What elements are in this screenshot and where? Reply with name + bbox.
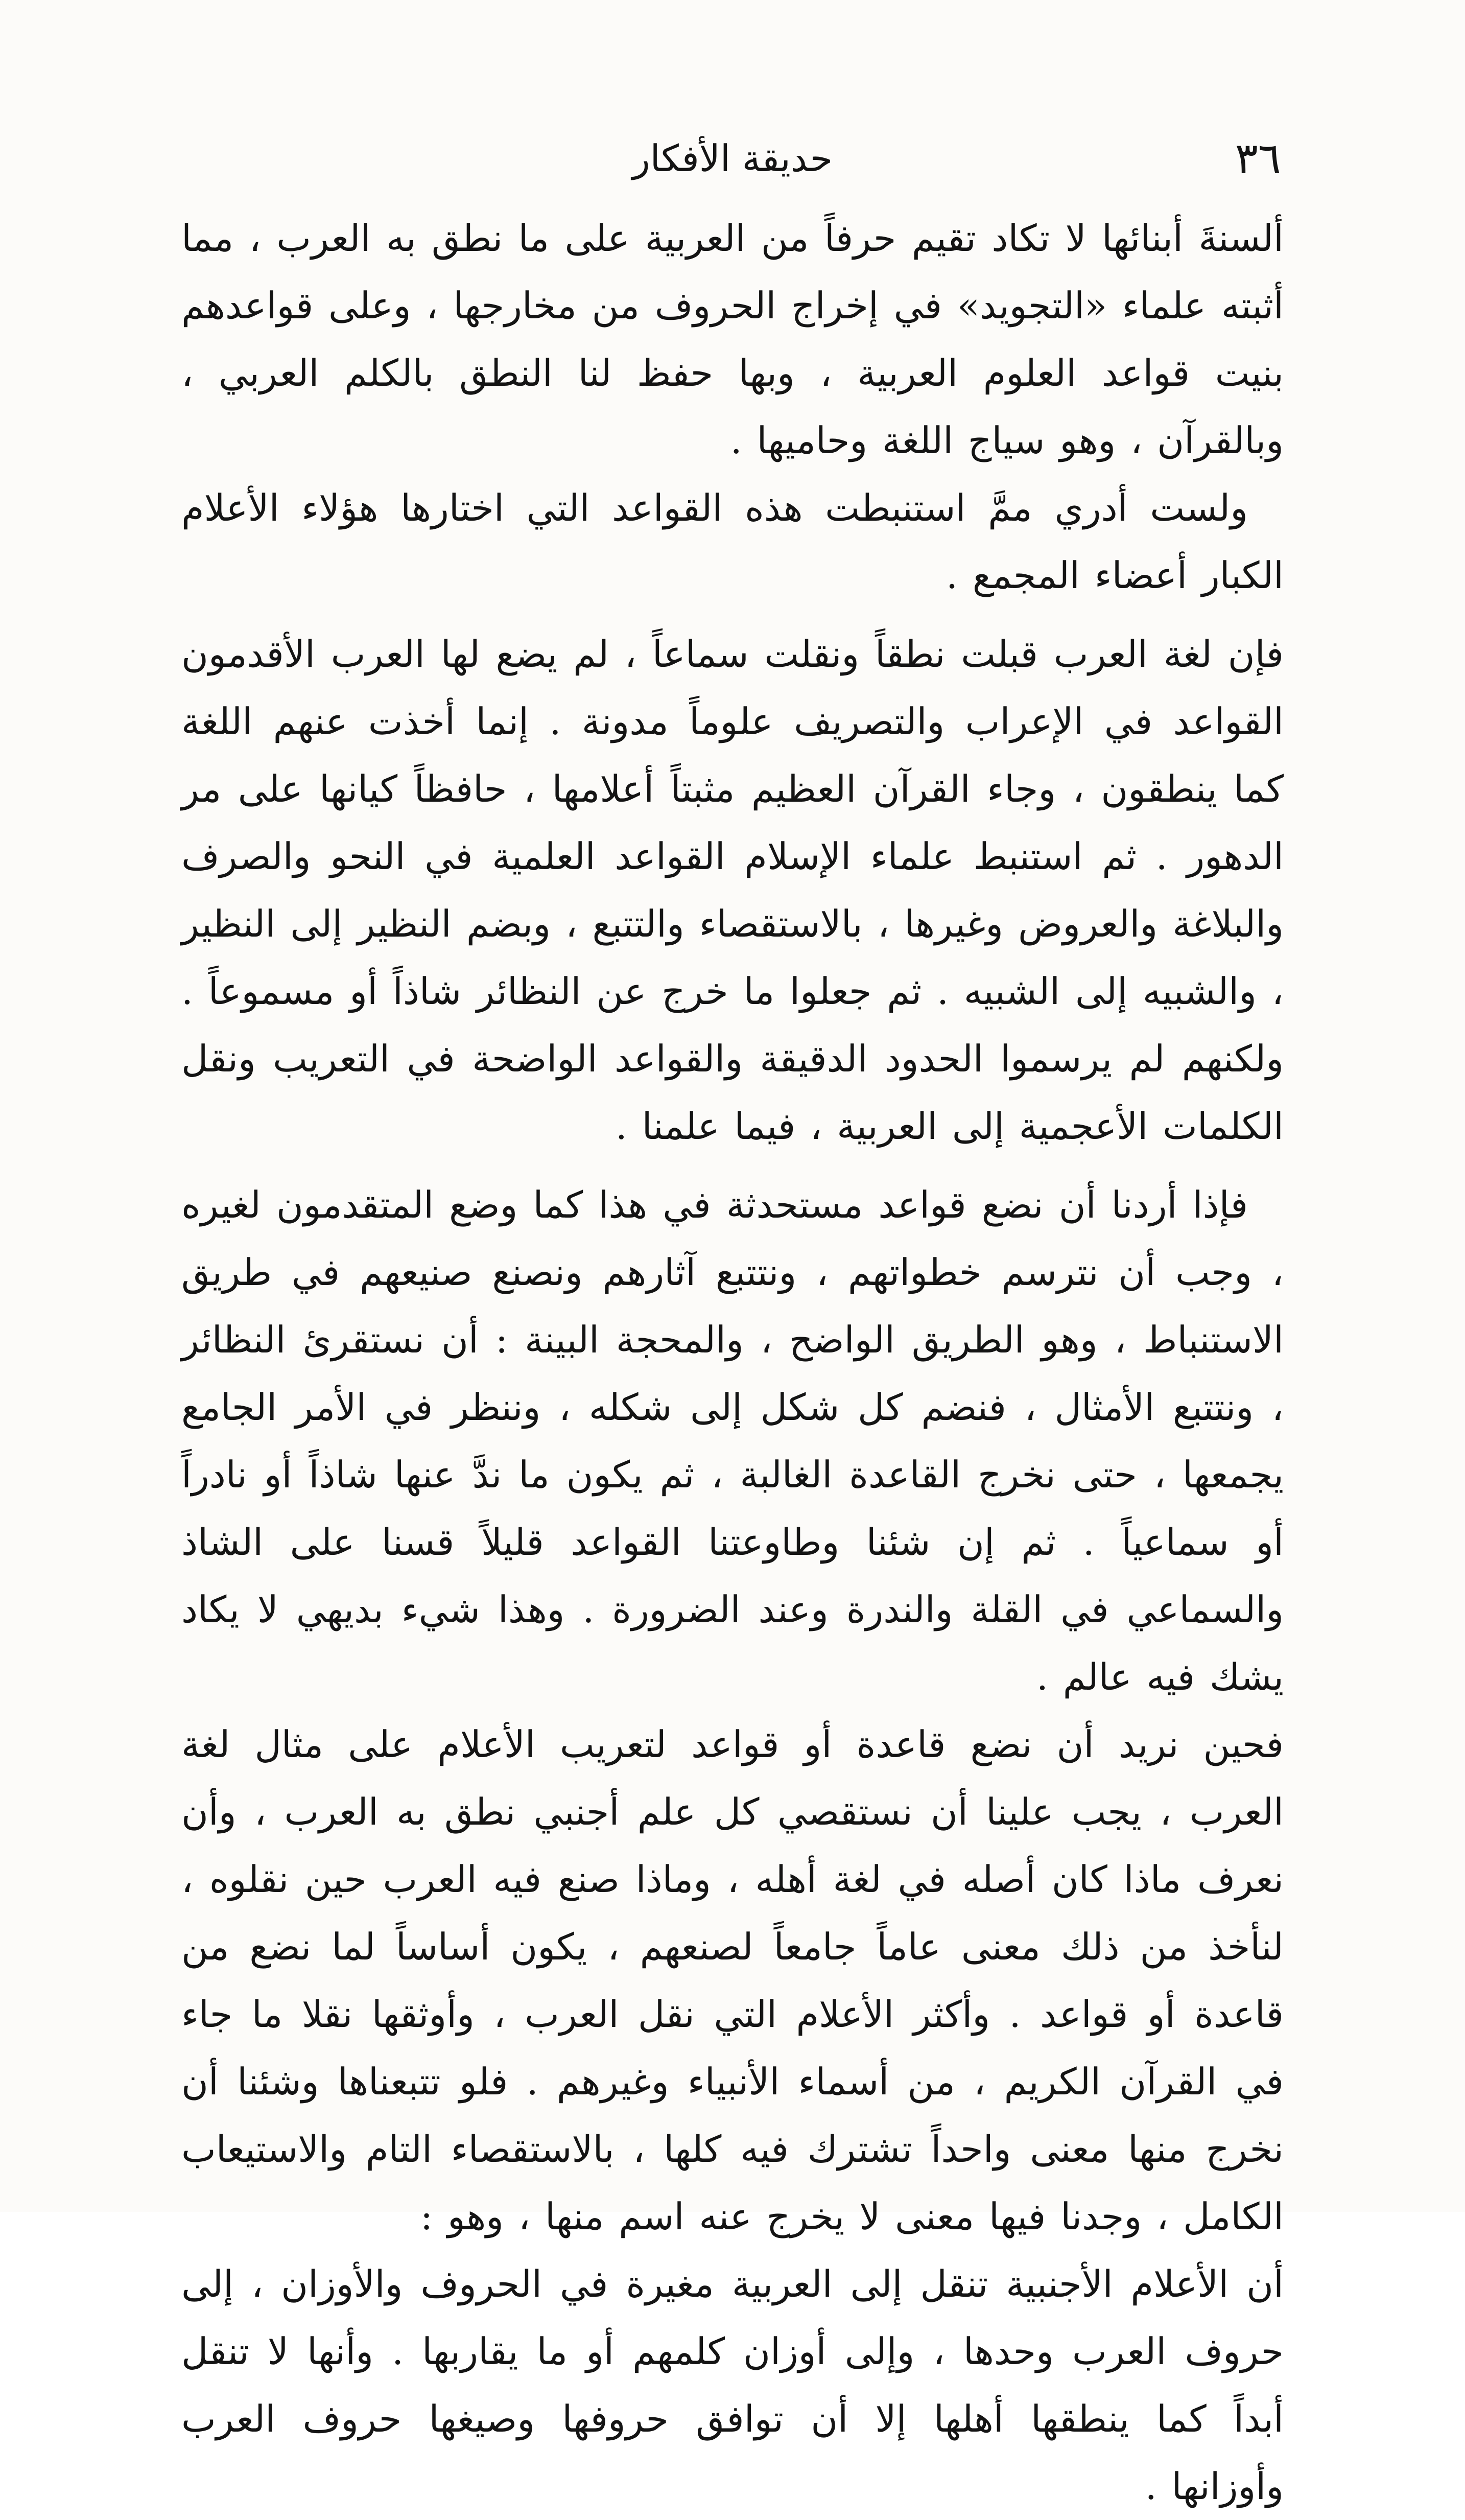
paragraph: فإن لغة العرب قبلت نطقاً ونقلت سماعاً ، لم يضع لها العرب الأقدمون القواعد في الإعراب والتصريف علوماً مدونة . إنما أخذت عنهم اللغة كما ينطقون ، وجاء القرآن العظيم مثبتاً أعلامها ، حافظاً كيانها على مر الدهور . ثم استنبط علماء الإسلام القواعد العلمية في النحو والصرف والبلاغة والعروض وغيرها ، بالاستقصاء والتتبع ، وبضم النظير إلى النظير ، والشبيه إلى الشبيه . ثم جعلوا ما خرج عن النظائر شاذاً أو مسموعاً . ولكنهم لم يرسموا الحدود الدقيقة والقواعد الواضحة في التعريب ونقل الكلمات الأعجمية إلى العربية ، فيما علمنا . [181, 633, 1284, 1148]
paragraph: ولست أدري ممَّ استنبطت هذه القواعد التي اختارها هؤلاء الأعلام الكبار أعضاء المجمع . [181, 486, 1284, 597]
paragraph: فإذا أردنا أن نضع قواعد مستحدثة في هذا كما وضع المتقدمون لغيره ، وجب أن نترسم خطواتهم ، ونتتبع آثارهم ونصنع صنيعهم في طريق الاستنباط ، وهو الطريق الواضح ، والمحجة البينة : أن نستقرئ النظائر ، ونتتبع الأمثال ، فنضم كل شكل إلى شكله ، وننظر في الأمر الجامع يجمعها ، حتى نخرج القاعدة الغالبة ، ثم يكون ما ندَّ عنها شاذاً أو نادراً أو سماعياً . ثم إن شئنا وطاوعتنا القواعد قليلاً قسنا على الشاذ والسماعي في القلة والندرة وعند الضرورة . وهذا شيء بديهي لا يكاد يشك فيه عالم . [181, 1183, 1284, 1698]
page-number: ٣٦ [1235, 133, 1281, 183]
page-header [184, 130, 1281, 186]
running-title: حديقة الأفكار [632, 137, 833, 180]
body-text [181, 204, 1284, 2520]
paragraph: أن الأعلام الأجنبية تنقل إلى العربية مغيرة في الحروف والأوزان ، إلى حروف العرب وحدها ، وإلى أوزان كلمهم أو ما يقاربها . وأنها لا تنقل أبداً كما ينطقها أهلها إلا أن توافق حروفها وصيغها حروف العرب وأوزانها . [181, 2262, 1284, 2508]
paragraph: فحين نريد أن نضع قاعدة أو قواعد لتعريب الأعلام على مثال لغة العرب ، يجب علينا أن نستقصي كل علم أجنبي نطق به العرب ، وأن نعرف ماذا كان أصله في لغة أهله ، وماذا صنع فيه العرب حين نقلوه ، لنأخذ من ذلك معنى عاماً جامعاً لصنعهم ، يكون أساساً لما نضع من قاعدة أو قواعد . وأكثر الأعلام التي نقل العرب ، وأوثقها نقلا ما جاء في القرآن الكريم ، من أسماء الأنبياء وغيرهم . فلو تتبعناها وشئنا أن نخرج منها معنى واحداً تشترك فيه كلها ، بالاستقصاء التام والاستيعاب الكامل ، وجدنا فيها معنى لا يخرج عنه اسم منها ، وهو : [181, 1723, 1284, 2238]
paragraph: ألسنةَ أبنائها لا تكاد تقيم حرفاً من العربية على ما نطق به العرب ، مما أثبته علماء «التجويد» في إخراج الحروف من مخارجها ، وعلى قواعدهم بنيت قواعد العلوم العربية ، وبها حفظ لنا النطق بالكلم العربي ، وبالقرآن ، وهو سياج اللغة وحاميها . [181, 217, 1284, 462]
